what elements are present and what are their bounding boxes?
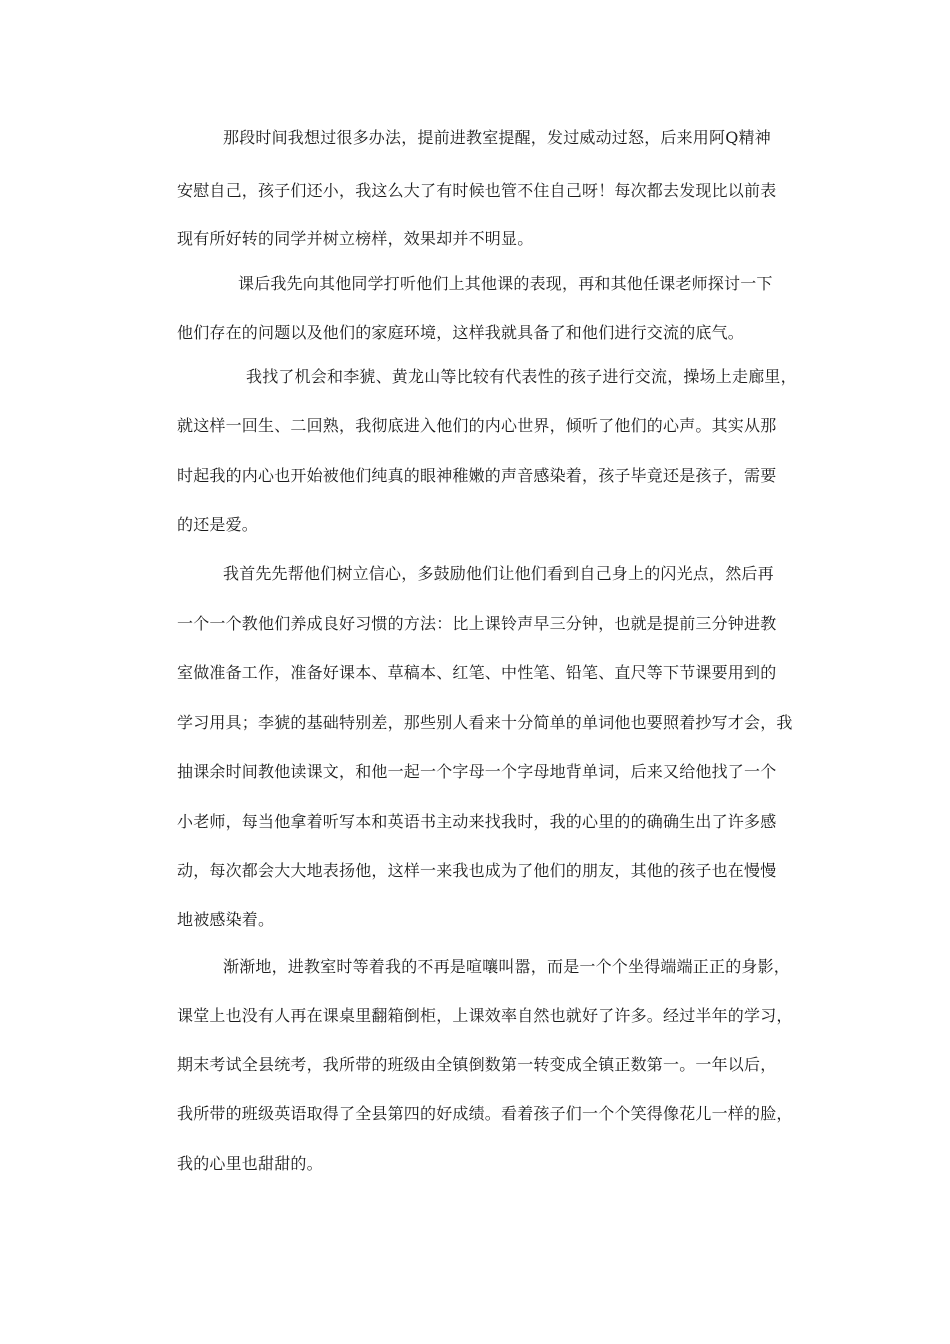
paragraph-2-line-2: 他们存在的问题以及他们的家庭环境，这样我就具备了和他们进行交流的底气。: [177, 323, 745, 342]
paragraph-4-line-8: 地被感染着。: [177, 910, 275, 929]
paragraph-4-line-3: 室做准备工作，准备好课本、草稿本、红笔、中性笔、铅笔、直尺等下节课要用到的: [177, 663, 777, 682]
paragraph-3-line-4: 的还是爱。: [177, 515, 259, 534]
paragraph-5-line-3: 期末考试全县统考，我所带的班级由全镇倒数第一转变成全镇正数第一。一年以后，: [177, 1055, 777, 1074]
paragraph-4-line-2: 一个一个教他们养成良好习惯的方法：比上课铃声早三分钟，也就是提前三分钟进教: [177, 614, 777, 633]
paragraph-3-line-1: 我找了机会和李猇、黄龙山等比较有代表性的孩子进行交流，操场上走廊里，: [246, 367, 797, 386]
paragraph-4-line-1: 我首先先帮他们树立信心，多鼓励他们让他们看到自己身上的闪光点，然后再: [223, 564, 774, 583]
paragraph-3-line-3: 时起我的内心也开始被他们纯真的眼神稚嫩的声音感染着，孩子毕竟还是孩子，需要: [177, 466, 777, 485]
paragraph-4-line-5: 抽课余时间教他读课文，和他一起一个字母一个字母地背单词，后来又给他找了一个: [177, 762, 777, 781]
paragraph-4-line-7: 动，每次都会大大地表扬他，这样一来我也成为了他们的朋友，其他的孩子也在慢慢: [177, 861, 777, 880]
paragraph-4-line-4: 学习用具；李猇的基础特别差，那些别人看来十分简单的单词他也要照着抄写才会，我: [177, 713, 793, 732]
paragraph-4-line-6: 小老师，每当他拿着听写本和英语书主动来找我时，我的心里的的确确生出了许多感: [177, 812, 777, 831]
paragraph-1-line-2: 安慰自己，孩子们还小，我这么大了有时候也管不住自己呀！每次都去发现比以前表: [177, 181, 777, 200]
paragraph-5-line-4: 我所带的班级英语取得了全县第四的好成绩。看着孩子们一个个笑得像花儿一样的脸，: [177, 1104, 793, 1123]
paragraph-1-line-1: 那段时间我想过很多办法，提前进教室提醒，发过威动过怒，后来用阿Q精神: [223, 128, 771, 147]
paragraph-1-line-3: 现有所好转的同学并树立榜样，效果却并不明显。: [177, 229, 534, 248]
paragraph-2-line-1: 课后我先向其他同学打听他们上其他课的表现，再和其他任课老师探讨一下: [238, 274, 773, 293]
paragraph-5-line-1: 渐渐地，进教室时等着我的不再是喧嚷叫嚣，而是一个个坐得端端正正的身影，: [223, 957, 791, 976]
paragraph-5-line-2: 课堂上也没有人再在课桌里翻箱倒柜，上课效率自然也就好了许多。经过半年的学习，: [177, 1006, 793, 1025]
paragraph-3-line-2: 就这样一回生、二回熟，我彻底进入他们的内心世界，倾听了他们的心声。其实从那: [177, 416, 777, 435]
paragraph-5-line-5: 我的心里也甜甜的。: [177, 1154, 323, 1173]
